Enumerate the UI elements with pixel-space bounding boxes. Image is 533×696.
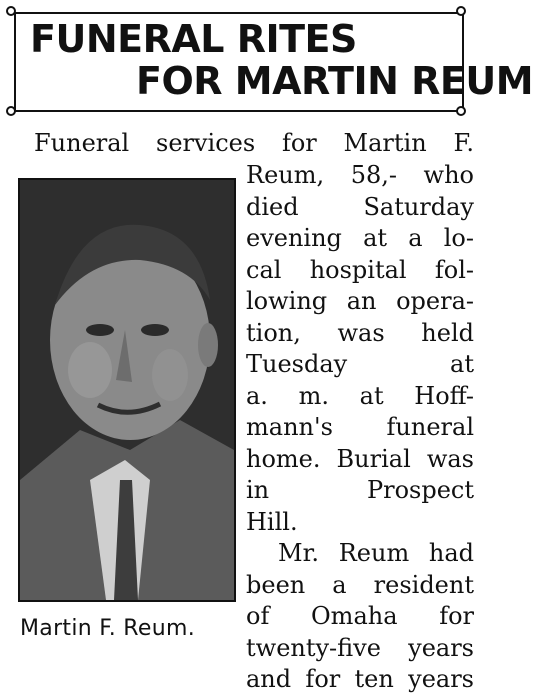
corner-ornament (6, 106, 16, 116)
article-line: and for ten years (246, 665, 474, 693)
article-line: died Saturday (246, 192, 474, 221)
corner-ornament (456, 6, 466, 16)
headline-line-2: FOR MARTIN REUM (136, 59, 533, 103)
article-line: lowing an opera- (246, 287, 474, 315)
corner-ornament (456, 106, 466, 116)
article-line: Hill. (246, 507, 298, 536)
corner-ornament (6, 6, 16, 16)
article-column (246, 160, 474, 693)
portrait-illustration (20, 180, 234, 600)
article-line: twenty-five years (246, 633, 474, 662)
article-line: Reum, 58,- who (246, 161, 474, 189)
article-line: of Omaha for (246, 602, 474, 630)
article-line: in Prospect (246, 476, 474, 504)
article-line: mann's funeral (246, 413, 474, 441)
article-line: been a resident (246, 570, 474, 599)
portrait-photo (18, 178, 236, 602)
article-line: a. m. at Hoff- (246, 381, 474, 410)
photo-caption: Martin F. Reum. (20, 616, 195, 641)
article-line: Tuesday at (246, 350, 474, 378)
article-line: Mr. Reum had (278, 539, 474, 567)
article-first-line: Funeral services for Martin F. (34, 129, 474, 157)
headline-line-1: FUNERAL RITES (30, 17, 357, 61)
article-line: cal hospital fol- (246, 255, 474, 284)
article-line: tion, was held (246, 318, 474, 347)
article-line: evening at a lo- (246, 224, 474, 252)
article-line: home. Burial was (246, 444, 474, 473)
